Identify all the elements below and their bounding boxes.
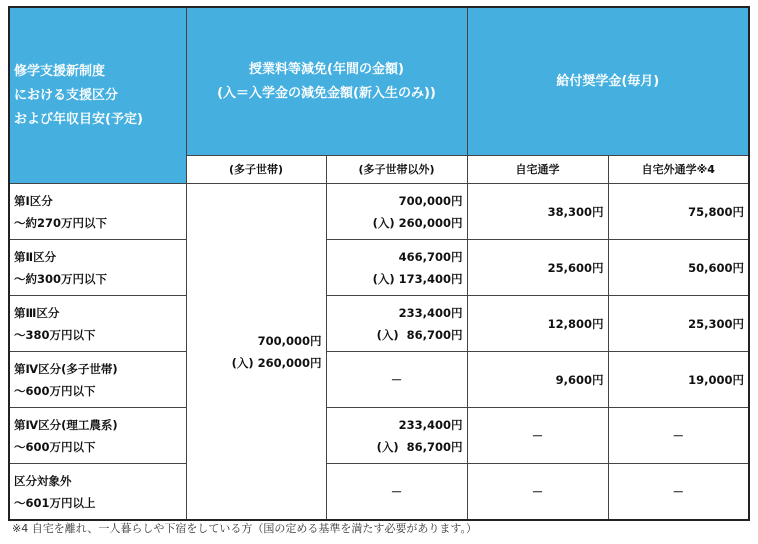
category-cell (9, 464, 186, 521)
category-cell (9, 184, 186, 240)
fee-amount: 233,400円 (398, 305, 463, 320)
away-scholarship-cell: 50,600円 (608, 240, 749, 296)
home-scholarship-cell: － (467, 464, 608, 521)
income-label: ～601万円以上 (14, 495, 96, 510)
table-row (9, 296, 749, 352)
fee-amount: － (390, 484, 403, 499)
fee-cell (326, 240, 467, 296)
multi-child-fee-cell (186, 184, 326, 521)
fee-cell (326, 352, 467, 408)
category-label: 第Ⅳ区分(理工農系) (14, 417, 118, 432)
table-row (9, 240, 749, 296)
subheader-home: 自宅通学 (467, 156, 608, 184)
away-scholarship-cell: 75,800円 (608, 184, 749, 240)
subheader-away: 自宅外通学※4 (608, 156, 749, 184)
entrance-fee-amount: (入) 260,000円 (231, 355, 322, 370)
category-cell (9, 408, 186, 464)
income-label: ～約300万円以下 (14, 271, 108, 286)
home-scholarship-cell: － (467, 408, 608, 464)
category-label: 第Ⅲ区分 (14, 305, 60, 320)
income-label: ～約270万円以下 (14, 215, 108, 230)
category-label: 第Ⅰ区分 (14, 193, 53, 208)
fee-amount: (入) 173,400円 (372, 271, 463, 286)
header-category (9, 7, 186, 184)
header-line: 授業料等減免(年間の金額) (249, 61, 404, 77)
away-scholarship-cell: － (608, 408, 749, 464)
fee-amount: (入) 260,000円 (372, 215, 463, 230)
header-fee-reduction (186, 7, 467, 156)
subheader-non-multi-child: (多子世帯以外) (326, 156, 467, 184)
away-scholarship-cell: － (608, 464, 749, 521)
category-cell (9, 296, 186, 352)
category-label: 第Ⅱ区分 (14, 249, 57, 264)
category-label: 区分対象外 (14, 473, 72, 488)
home-scholarship-cell: 9,600円 (467, 352, 608, 408)
table-row (9, 408, 749, 464)
header-line: における支援区分 (14, 87, 119, 103)
fee-amount: － (390, 372, 403, 387)
fee-amount: (入) 86,700円 (376, 439, 463, 454)
fee-amount: 700,000円 (257, 333, 322, 348)
table-row (9, 184, 749, 240)
header-line: 修学支援新制度 (14, 63, 106, 79)
table-row (9, 352, 749, 408)
income-label: ～600万円以下 (14, 439, 96, 454)
footnote: ※4 自宅を離れ、一人暮らしや下宿をしている方（国の定める基準を満たす必要があります。） (12, 522, 477, 535)
category-cell (9, 240, 186, 296)
header-scholarship: 給付奨学金(毎月) (467, 7, 749, 156)
fee-amount: 466,700円 (398, 249, 463, 264)
header-line: (入＝入学金の減免金額(新入生のみ)) (217, 85, 436, 101)
subheader-multi-child: (多子世帯) (186, 156, 326, 184)
income-label: ～380万円以下 (14, 327, 96, 342)
table-row (9, 464, 749, 521)
away-scholarship-cell: 19,000円 (608, 352, 749, 408)
fee-amount: 700,000円 (398, 193, 463, 208)
home-scholarship-cell: 12,800円 (467, 296, 608, 352)
category-label: 第Ⅳ区分(多子世帯) (14, 361, 118, 376)
fee-cell (326, 464, 467, 521)
support-table (8, 6, 750, 521)
category-cell (9, 352, 186, 408)
away-scholarship-cell: 25,300円 (608, 296, 749, 352)
fee-cell (326, 184, 467, 240)
fee-amount: 233,400円 (398, 417, 463, 432)
fee-cell (326, 408, 467, 464)
income-label: ～600万円以下 (14, 383, 96, 398)
header-line: および年収目安(予定) (14, 111, 143, 127)
home-scholarship-cell: 38,300円 (467, 184, 608, 240)
fee-cell (326, 296, 467, 352)
home-scholarship-cell: 25,600円 (467, 240, 608, 296)
fee-amount: (入) 86,700円 (376, 327, 463, 342)
